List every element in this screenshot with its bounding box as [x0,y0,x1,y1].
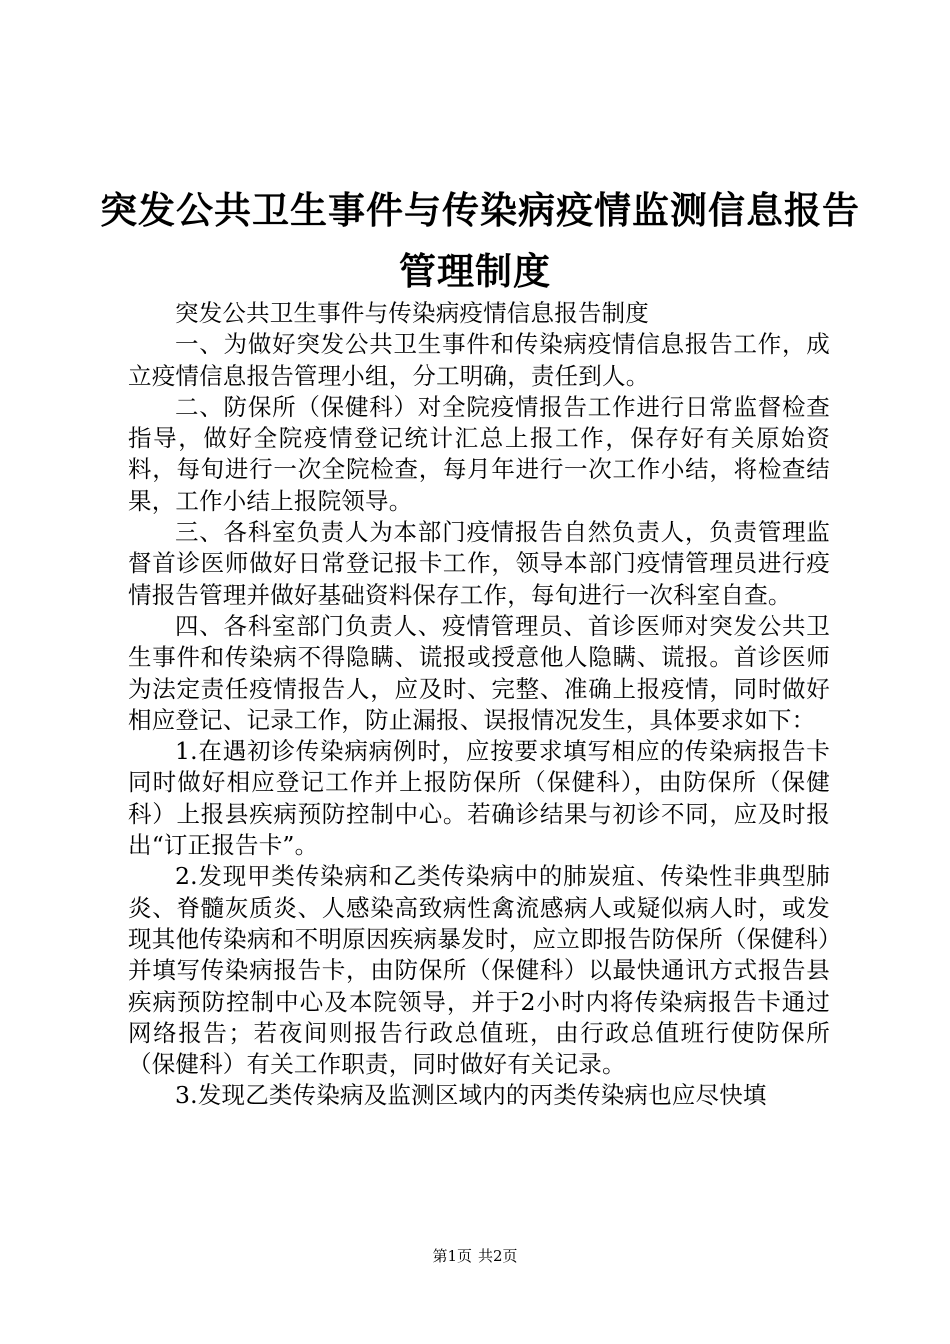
subtitle-paragraph: 突发公共卫生事件与传染病疫情信息报告制度 [175,299,649,327]
paragraph-3: 三、各科室负责人为本部门疫情报告自然负责人，负责管理监督首诊医师做好日常登记报卡工作，领导本部门疫情管理员进行疫情报告管理并做好基础资料保存工作，每旬进行一次科室自查。 [128,518,830,609]
page-number: 第1页 [432,1247,472,1265]
document-title-line2: 管理制度 [399,249,551,293]
page-footer [0,1247,950,1265]
list-item-2: 2.发现甲类传染病和乙类传染病中的肺炭疽、传染性非典型肺炎、脊髓灰质炎、人感染高致病性禽流感病人或疑似病人时，或发现其他传染病和不明原因疾病暴发时，应立即报告防保所（保健科）并填写传染病报告卡，由防保所（保健科）以最快通讯方式报告县疾病预防控制中心及本院领导，并于2小时内将传染病报告卡通过网络报告；若夜间则报告行政总值班，由行政总值班行使防保所（保健科）有关工作职责，同时做好有关记录。 [128,862,830,1079]
paragraph-1: 一、为做好突发公共卫生事件和传染病疫情信息报告工作，成立疫情信息报告管理小组，分工明确，责任到人。 [128,330,830,390]
list-item-3: 3.发现乙类传染病及监测区域内的丙类传染病也应尽快填 [175,1081,767,1110]
document-body [128,298,830,1112]
paragraph-2: 二、防保所（保健科）对全院疫情报告工作进行日常监督检查指导，做好全院疫情登记统计汇总上报工作，保存好有关原始资料，每旬进行一次全院检查，每月年进行一次工作小结，将检查结果，工作小结上报院领导。 [128,392,830,515]
paragraph-4: 四、各科室部门负责人、疫情管理员、首诊医师对突发公共卫生事件和传染病不得隐瞒、谎报或授意他人隐瞒、谎报。首诊医师为法定责任疫情报告人，应及时、完整、准确上报疫情，同时做好相应登记、记录工作，防止漏报、误报情况发生，具体要求如下： [128,611,830,734]
list-item-1: 1.在遇初诊传染病病例时，应按要求填写相应的传染病报告卡同时做好相应登记工作并上报防保所（保健科），由防保所（保健科）上报县疾病预防控制中心。若确诊结果与初诊不同，应及时报出“订正报告卡”。 [128,737,830,860]
document-title-line1: 突发公共卫生事件与传染病疫情监测信息报告 [100,188,860,232]
page-total: 共2页 [478,1247,518,1265]
